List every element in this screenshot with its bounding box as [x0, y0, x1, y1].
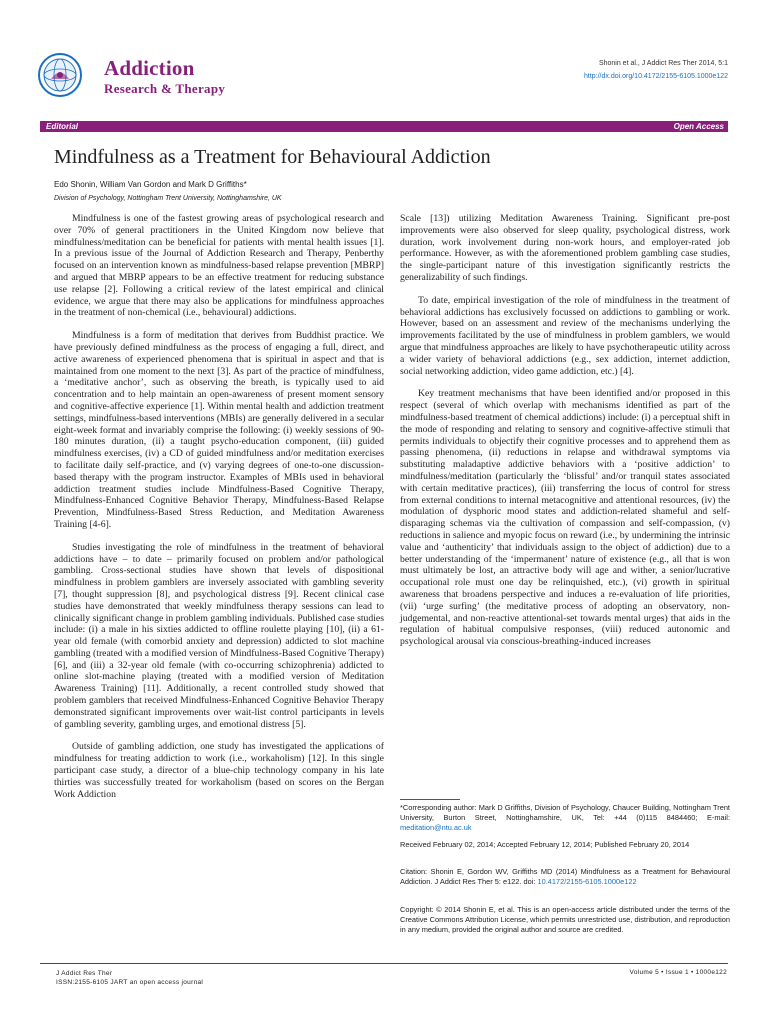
- copyright-note: Copyright: © 2014 Shonin E, et al. This is an open-access article distributed under the terms of the Creative Commons Attribution License, which permits unrestricted use, distribution, and reproduction in any medium, provided the original author and source are credited.: [400, 905, 730, 934]
- article-type-label: Editorial: [46, 122, 79, 131]
- body-paragraph: Key treatment mechanisms that have been identified and/or proposed in this respect (several of which overlap with mechanisms identified as part of the mindfulness-based treatment of chemical addictions) include: (i) a perceptual shift in the mode of responding and relating to sensory and cognitive-affective stimuli that permits individuals to objectify their cognitive processes and to apprehend them as passing phenomena, (ii) reductions in relapse and withdrawal symptoms via substituting maladaptive addictive behaviors with a ‘positive addiction’ to mindfulness/meditation (particularly the ‘blissful’ and/or tranquil states associated with certain meditative practices), (iii) transferring the locus of control for stress from external conditions to internal metacognitive and attentional resources, (iv) the modulation of dysphoric mood states and addiction-related shameful and self-disparaging schemas via the cultivation of compassion and self-compassion, (v) reductions in salience and myopic focus on reward (i.e., by undermining the intrinsic value and ‘authenticity’ that individuals assign to the object of addiction) due to a better understanding of the ‘impermanent’ nature of existence (e.g., all that is won must ultimately be lost, an attractive body will age and wither, a senior/lucrative occupational role must one day be relinquished, etc.), (vi) growth in spiritual awareness that broadens perspective and induces a re-evaluation of life priorities, (vii) ‘urge surfing’ (the meditative process of adopting an observatory, non-judgemental, and non-reactive attentional-set towards mental urges) that aids in the regulation of habitual compulsive responses, (viii) reduced autonomic and psychological arousal via conscious-breathing-induced increases: [400, 388, 730, 648]
- body-paragraph: To date, empirical investigation of the role of mindfulness in the treatment of behavioral addictions has exclusively focussed on addictions to gambling or work. However, based on an assessment and review of the mechanisms underlying the improvements facilitated by the use of mindfulness in problem gamblers, we would argue that mindfulness approaches are likely to have psychotherapeutic utility across a wider variety of behavioral addictions (e.g., sex addiction, internet addiction, social networking addiction, video game addiction, etc.) [4].: [400, 294, 730, 377]
- article-affiliation: Division of Psychology, Nottingham Trent University, Nottinghamshire, UK: [54, 195, 282, 202]
- body-paragraph: Outside of gambling addiction, one study has investigated the applications of mindfulness for treating addiction to work (i.e., workaholism) [12]. In this single participant case study, a director of a blue-chip technology company in his late thirties was successfully treated for workaholism (based on scores on the Bergan Work Addiction: [54, 741, 384, 800]
- left-column: [54, 213, 384, 811]
- how-to-cite-doi-link[interactable]: 10.4172/2155-6105.1000e122: [537, 877, 637, 886]
- article-type-band: [40, 121, 728, 132]
- footer-journal-name: J Addict Res Ther: [56, 970, 113, 977]
- how-to-cite-text: Citation: Shonin E, Gordon WV, Griffiths MD (2014) Mindfulness as a Treatment for Behavioural Addiction. J Addict Res Ther 5: e122. doi:: [400, 867, 730, 886]
- header-citation: [584, 57, 728, 83]
- body-paragraph: Mindfulness is one of the fastest growing areas of psychological research and over 70% of general practitioners in the United Kingdom now believe that mindfulness/meditation can be beneficial for patients with mental health issues [1]. In a previous issue of the Journal of Addiction Research and Therapy, Penberthy focused on an intervention known as mindfulness-based relapse prevention [MBRP] and argued that MBRP appears to be an effective treatment for reducing substance use relapse [2]. Following a critical review of the latest empirical and clinical evidence, we argue that there may also be applications for mindfulness approaches in the treatment of non-chemical (i.e., behavioural) addictions.: [54, 213, 384, 319]
- journal-subtitle: Research & Therapy: [104, 81, 226, 96]
- footer-issn: ISSN:2155-6105 JART an open access journal: [56, 979, 204, 986]
- footer-volume-issue: Volume 5 • Issue 1 • 1000e122: [629, 969, 727, 976]
- correspondence-text: *Corresponding author: Mark D Griffiths, Division of Psychology, Chaucer Building, Nottingham Trent University, Burton Street, Nottinghamshire, UK, Tel: +44 (0)115 8484460; E-mail:: [400, 803, 730, 822]
- journal-logo-icon: [37, 52, 83, 98]
- how-to-cite: [400, 867, 730, 887]
- correspondence-note: [400, 803, 730, 833]
- article-title: Mindfulness as a Treatment for Behavioural Addiction: [54, 146, 491, 168]
- footer-journal-info: [56, 969, 203, 987]
- header-citation-line: Shonin et al., J Addict Res Ther 2014, 5:1: [598, 60, 728, 67]
- body-paragraph: Scale [13]) utilizing Meditation Awareness Training. Significant pre-post improvements were also observed for sleep quality, psychological distress, work duration, work involvement during non-work hours, and employer-rated job performance. However, as with the aforementioned problem gambling case studies, the single-participant nature of this investigation significantly restricts the generalizability of such findings.: [400, 213, 730, 283]
- footer-divider: [40, 963, 728, 964]
- body-paragraph: Mindfulness is a form of meditation that derives from Buddhist practice. We have previously defined mindfulness as the process of engaging a full, direct, and active awareness of experienced phenomena that is spiritual in aspect and that is maintained from one moment to the next [3]. As part of the practice of mindfulness, a ‘meditative anchor’, such as observing the breath, is typically used to aid concentration and to help maintain an open-awareness of present moment sensory and cognitive-affective experience [1]. Within mental health and addiction treatment settings, mindfulness-based interventions (MBIs) are generally delivered in a secular eight-week format and invariably comprise the following: (i) weekly sessions of 90-180 minutes duration, (ii) a taught psycho-education component, (iii) guided mindfulness exercises, (iv) a CD of guided mindfulness and/or meditation exercises to facilitate daily self-practice, and (v) varying degrees of one-to-one discussion-based therapy with the program instructor. Examples of MBIs used in behavioral addiction treatment studies include Mindfulness-Based Cognitive Therapy, Mindfulness-Enhanced Cognitive Behavior Therapy, Mindfulness-Based Relapse Prevention, Mindfulness-Based Stress Reduction, and Meditation Awareness Training [4-6].: [54, 330, 384, 530]
- open-access-label: Open Access: [673, 122, 724, 131]
- article-authors: Edo Shonin, William Van Gordon and Mark D Griffiths*: [54, 180, 247, 189]
- right-column: [400, 213, 730, 659]
- header-doi-link[interactable]: http://dx.doi.org/10.4172/2155-6105.1000e122: [583, 73, 728, 80]
- article-dates: Received February 02, 2014; Accepted February 12, 2014; Published February 20, 2014: [400, 840, 690, 849]
- journal-name: Addiction: [104, 56, 195, 80]
- body-paragraph: Studies investigating the role of mindfulness in the treatment of behavioral addictions have – to date – primarily focused on problem and/or pathological gambling. Cross-sectional studies have shown that levels of dispositional mindfulness in problem gamblers are inversely associated with gambling severity [7], thought suppression [8], and psychological distress [9]. Recent clinical case studies have demonstrated that weekly mindfulness therapy sessions can lead to clinically significant change in problem gambling individuals. Published case studies include: (i) a male in his sixties addicted to offline roulette playing [10], (ii) a 61-year old female (with comorbid anxiety and depression) addicted to slot machine gambling (treated with a modified version of Mindfulness-Based Cognitive Therapy) [6], and (iii) a 32-year old female (with co-occurring schizophrenia) addicted to online slot-machine playing (treated with a modified version of Meditation Awareness Training) [11]. Additionally, a recent controlled study showed that problem gamblers that received Mindfulness-Enhanced Cognitive Behavior Therapy demonstrated significant improvements over wait-list control participants in levels of gambling severity, gambling urges, and emotional distress [5].: [54, 541, 384, 730]
- footnote-divider: [400, 799, 460, 800]
- correspondence-email-link[interactable]: meditation@ntu.ac.uk: [400, 823, 472, 832]
